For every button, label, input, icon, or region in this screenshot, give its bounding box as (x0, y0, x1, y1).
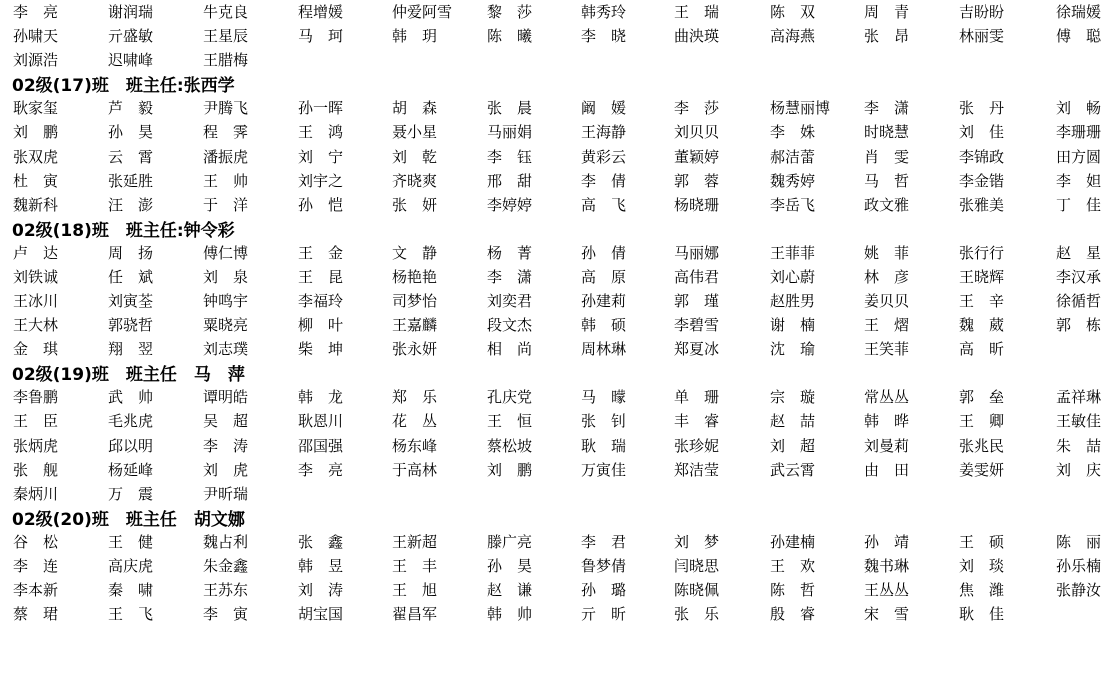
student-name: 王 臣 (13, 412, 59, 430)
student-name: 政文雅 (864, 196, 910, 214)
student-name: 刘 佳 (959, 123, 1005, 141)
student-name: 王 欢 (770, 557, 816, 575)
student-name: 韩秀玲 (581, 3, 627, 21)
student-name: 赵 谦 (487, 581, 533, 599)
student-name: 陈晓佩 (674, 581, 720, 599)
student-name: 李碧雪 (674, 316, 720, 334)
student-name: 李 寅 (203, 605, 249, 623)
student-name: 赵 星 (1056, 244, 1102, 262)
student-name: 孙 倩 (581, 244, 627, 262)
student-name: 刘 虎 (203, 461, 249, 479)
student-name: 王 帅 (203, 172, 249, 190)
name-row (13, 339, 1113, 359)
student-name: 程 霁 (203, 123, 249, 141)
student-name: 高 昕 (959, 340, 1005, 358)
student-name: 刘 鹏 (487, 461, 533, 479)
name-row (13, 122, 1113, 142)
student-name: 沈 瑜 (770, 340, 816, 358)
student-name: 吴 超 (203, 412, 249, 430)
student-name: 王星辰 (203, 27, 249, 45)
student-name: 高 飞 (581, 196, 627, 214)
student-name: 聂小星 (392, 123, 438, 141)
student-name: 王 辛 (959, 292, 1005, 310)
name-row (13, 147, 1113, 167)
student-name: 刘铁诚 (13, 268, 59, 286)
student-name: 花 丛 (392, 412, 438, 430)
student-name: 刘宇之 (298, 172, 344, 190)
student-name: 孙 恺 (298, 196, 344, 214)
name-row (13, 50, 1113, 70)
student-name: 杨晓珊 (674, 196, 720, 214)
student-name: 卢 达 (13, 244, 59, 262)
student-name: 王嘉麟 (392, 316, 438, 334)
student-name: 李 亮 (13, 3, 59, 21)
student-name: 丁 佳 (1056, 196, 1102, 214)
student-name: 李 君 (581, 533, 627, 551)
student-name: 李 潇 (487, 268, 533, 286)
student-name: 郝洁蕾 (770, 148, 816, 166)
student-name: 郑洁莹 (674, 461, 720, 479)
student-name: 柴 坤 (298, 340, 344, 358)
student-name: 高伟君 (674, 268, 720, 286)
student-name: 周林琳 (581, 340, 627, 358)
student-name: 李岳飞 (770, 196, 816, 214)
student-name: 刘 泉 (203, 268, 249, 286)
student-name: 林 彦 (864, 268, 910, 286)
student-name: 张双虎 (13, 148, 59, 166)
student-name: 傅 聪 (1056, 27, 1102, 45)
student-name: 王 恒 (487, 412, 533, 430)
student-name: 阚 媛 (581, 99, 627, 117)
student-name: 耿 佳 (959, 605, 1005, 623)
student-name: 刘心蔚 (770, 268, 816, 286)
student-name: 马 哲 (864, 172, 910, 190)
student-name: 魏秀婷 (770, 172, 816, 190)
student-name: 常丛丛 (864, 388, 910, 406)
student-name: 杨慧丽博 (770, 99, 831, 117)
student-name: 孙建楠 (770, 533, 816, 551)
student-name: 张 丹 (959, 99, 1005, 117)
student-name: 邢 甜 (487, 172, 533, 190)
student-name: 秦炳川 (13, 485, 59, 503)
student-name: 王 瑞 (674, 3, 720, 21)
student-name: 胡 森 (392, 99, 438, 117)
student-name: 郭 蓉 (674, 172, 720, 190)
student-name: 张延胜 (108, 172, 154, 190)
student-name: 程增媛 (298, 3, 344, 21)
student-name: 王笑菲 (864, 340, 910, 358)
name-row (13, 243, 1113, 263)
student-name: 李 倩 (581, 172, 627, 190)
name-row (13, 387, 1113, 407)
student-name: 林丽雯 (959, 27, 1005, 45)
student-name: 刘 宁 (298, 148, 344, 166)
student-name: 宗 璇 (770, 388, 816, 406)
student-name: 陈 曦 (487, 27, 533, 45)
student-name: 王 健 (108, 533, 154, 551)
student-name: 傅仁博 (203, 244, 249, 262)
student-name: 郑 乐 (392, 388, 438, 406)
student-name: 刘贝贝 (674, 123, 720, 141)
student-name: 刘 琰 (959, 557, 1005, 575)
student-name: 王大林 (13, 316, 59, 334)
student-name: 杨延峰 (108, 461, 154, 479)
student-name: 司梦怡 (392, 292, 438, 310)
student-name: 牛克良 (203, 3, 249, 21)
student-name: 张 昂 (864, 27, 910, 45)
student-name: 孔庆党 (487, 388, 533, 406)
student-name: 王 飞 (108, 605, 154, 623)
student-name: 王 鸿 (298, 123, 344, 141)
student-name: 赵胜男 (770, 292, 816, 310)
student-name: 孟祥琳 (1056, 388, 1102, 406)
student-name: 刘寅荃 (108, 292, 154, 310)
student-name: 李 晓 (581, 27, 627, 45)
student-name: 蔡松坡 (487, 437, 533, 455)
student-name: 王丛丛 (864, 581, 910, 599)
name-row (13, 2, 1113, 22)
student-name: 张行行 (959, 244, 1005, 262)
student-name: 尹腾飞 (203, 99, 249, 117)
student-name: 柳 叶 (298, 316, 344, 334)
student-name: 黄彩云 (581, 148, 627, 166)
student-name: 王菲菲 (770, 244, 816, 262)
student-name: 由 田 (864, 461, 910, 479)
student-name: 齐晓爽 (392, 172, 438, 190)
student-name: 殷 睿 (770, 605, 816, 623)
student-name: 姚 菲 (864, 244, 910, 262)
name-row (13, 604, 1113, 624)
student-name: 段文杰 (487, 316, 533, 334)
student-name: 姜贝贝 (864, 292, 910, 310)
student-name: 张静汝 (1056, 581, 1102, 599)
student-name: 李 涛 (203, 437, 249, 455)
student-name: 武 帅 (108, 388, 154, 406)
student-name: 王 卿 (959, 412, 1005, 430)
student-name: 孙啸天 (13, 27, 59, 45)
student-name: 李福玲 (298, 292, 344, 310)
student-name: 马丽娟 (487, 123, 533, 141)
student-name: 朱金鑫 (203, 557, 249, 575)
student-name: 宋 雪 (864, 605, 910, 623)
student-name: 王冰川 (13, 292, 59, 310)
student-name: 高海燕 (770, 27, 816, 45)
student-name: 王晓辉 (959, 268, 1005, 286)
student-name: 刘 乾 (392, 148, 438, 166)
student-name: 任 斌 (108, 268, 154, 286)
student-name: 郭骁哲 (108, 316, 154, 334)
student-name: 张 妍 (392, 196, 438, 214)
student-name: 邵国强 (298, 437, 344, 455)
student-name: 刘 鹏 (13, 123, 59, 141)
student-name: 汪 澎 (108, 196, 154, 214)
student-name: 韩 帅 (487, 605, 533, 623)
student-name: 王 硕 (959, 533, 1005, 551)
student-name: 秦 啸 (108, 581, 154, 599)
student-name: 孙一晖 (298, 99, 344, 117)
student-name: 亓盛敏 (108, 27, 154, 45)
student-name: 杨东峰 (392, 437, 438, 455)
student-name: 杨艳艳 (392, 268, 438, 286)
student-name: 郭 垒 (959, 388, 1005, 406)
student-name: 张 鑫 (298, 533, 344, 551)
student-name: 翟昌军 (392, 605, 438, 623)
student-name: 杜 寅 (13, 172, 59, 190)
student-name: 吉盼盼 (959, 3, 1005, 21)
student-name: 郑夏冰 (674, 340, 720, 358)
student-name: 蔡 珺 (13, 605, 59, 623)
student-name: 魏 葳 (959, 316, 1005, 334)
student-name: 李金锴 (959, 172, 1005, 190)
student-name: 张 晨 (487, 99, 533, 117)
student-name: 潘振虎 (203, 148, 249, 166)
student-name: 李 连 (13, 557, 59, 575)
student-name: 王 金 (298, 244, 344, 262)
student-name: 韩 昱 (298, 557, 344, 575)
student-name: 耿家玺 (13, 99, 59, 117)
student-name: 翔 翌 (108, 340, 154, 358)
student-name: 魏占利 (203, 533, 249, 551)
student-name: 刘奕君 (487, 292, 533, 310)
student-name: 董颖婷 (674, 148, 720, 166)
student-name: 郭 栋 (1056, 316, 1102, 334)
student-name: 耿 瑞 (581, 437, 627, 455)
name-row (13, 195, 1113, 215)
name-row (13, 26, 1113, 46)
student-name: 王敏佳 (1056, 412, 1102, 430)
student-name: 粟晓亮 (203, 316, 249, 334)
class-heading: 02级(19)班 班主任 马 萍 (12, 365, 245, 386)
student-name: 韩 玥 (392, 27, 438, 45)
name-row (13, 315, 1113, 335)
student-name: 黎 莎 (487, 3, 533, 21)
student-name: 焦 潍 (959, 581, 1005, 599)
student-name: 李锦政 (959, 148, 1005, 166)
name-row (13, 171, 1113, 191)
student-name: 赵 喆 (770, 412, 816, 430)
student-name: 时晓慧 (864, 123, 910, 141)
student-name: 李 钰 (487, 148, 533, 166)
student-name: 谢 楠 (770, 316, 816, 334)
student-name: 迟啸峰 (108, 51, 154, 69)
student-name: 王苏东 (203, 581, 249, 599)
student-name: 张 舰 (13, 461, 59, 479)
student-name: 周 扬 (108, 244, 154, 262)
student-name: 于高林 (392, 461, 438, 479)
student-name: 刘 超 (770, 437, 816, 455)
student-name: 王腊梅 (203, 51, 249, 69)
student-name: 孙建莉 (581, 292, 627, 310)
student-name: 王海静 (581, 123, 627, 141)
class-heading: 02级(20)班 班主任 胡文娜 (12, 509, 245, 530)
student-name: 杨 菁 (487, 244, 533, 262)
name-row (13, 460, 1113, 480)
student-name: 刘 庆 (1056, 461, 1102, 479)
name-row (13, 291, 1113, 311)
name-row (13, 556, 1113, 576)
student-name: 韩 龙 (298, 388, 344, 406)
student-name: 相 尚 (487, 340, 533, 358)
student-name: 李 妲 (1056, 172, 1102, 190)
student-name: 王 熠 (864, 316, 910, 334)
student-name: 刘志璞 (203, 340, 249, 358)
student-name: 李汉承 (1056, 268, 1102, 286)
student-name: 云 霄 (108, 148, 154, 166)
student-name: 闫晓思 (674, 557, 720, 575)
student-name: 曲泱瑛 (674, 27, 720, 45)
student-name: 张珍妮 (674, 437, 720, 455)
class-heading: 02级(17)班 班主任:张西学 (12, 76, 235, 97)
student-name: 李 潇 (864, 99, 910, 117)
student-name: 周 青 (864, 3, 910, 21)
student-name: 李 姝 (770, 123, 816, 141)
student-name: 孙 璐 (581, 581, 627, 599)
student-name: 张炳虎 (13, 437, 59, 455)
student-name: 孙 靖 (864, 533, 910, 551)
student-name: 胡宝国 (298, 605, 344, 623)
student-name: 张雅美 (959, 196, 1005, 214)
student-name: 陈 丽 (1056, 533, 1102, 551)
student-name: 孙 昊 (108, 123, 154, 141)
name-row (13, 532, 1113, 552)
student-name: 谭明皓 (203, 388, 249, 406)
student-name: 万寅佳 (581, 461, 627, 479)
student-name: 陈 双 (770, 3, 816, 21)
class-heading: 02级(18)班 班主任:钟令彩 (12, 220, 235, 241)
student-name: 张 乐 (674, 605, 720, 623)
student-name: 王 丰 (392, 557, 438, 575)
student-name: 丰 睿 (674, 412, 720, 430)
student-name: 谢润瑞 (108, 3, 154, 21)
student-name: 文 静 (392, 244, 438, 262)
student-name: 王新超 (392, 533, 438, 551)
student-name: 金 琪 (13, 340, 59, 358)
student-name: 尹昕瑞 (203, 485, 249, 503)
student-name: 姜雯妍 (959, 461, 1005, 479)
name-row (13, 484, 1113, 504)
name-row (13, 580, 1113, 600)
student-name: 刘 梦 (674, 533, 720, 551)
name-row (13, 411, 1113, 431)
student-name: 马丽娜 (674, 244, 720, 262)
student-name: 李鲁鹏 (13, 388, 59, 406)
student-name: 张永妍 (392, 340, 438, 358)
student-name: 邱以明 (108, 437, 154, 455)
student-name: 韩 硕 (581, 316, 627, 334)
student-name: 魏新科 (13, 196, 59, 214)
student-name: 万 震 (108, 485, 154, 503)
student-name: 亓 昕 (581, 605, 627, 623)
student-name: 耿恩川 (298, 412, 344, 430)
student-name: 高庆虎 (108, 557, 154, 575)
student-name: 孙 昊 (487, 557, 533, 575)
student-name: 刘曼莉 (864, 437, 910, 455)
student-name: 谷 松 (13, 533, 59, 551)
student-name: 李 亮 (298, 461, 344, 479)
student-name: 李 莎 (674, 99, 720, 117)
student-name: 于 洋 (203, 196, 249, 214)
student-name: 马 珂 (298, 27, 344, 45)
student-name: 鲁梦倩 (581, 557, 627, 575)
student-name: 刘源浩 (13, 51, 59, 69)
student-name: 张兆民 (959, 437, 1005, 455)
student-name: 朱 喆 (1056, 437, 1102, 455)
student-name: 马 曚 (581, 388, 627, 406)
student-name: 张 钊 (581, 412, 627, 430)
student-name: 王 昆 (298, 268, 344, 286)
student-name: 李珊珊 (1056, 123, 1102, 141)
student-name: 刘 畅 (1056, 99, 1102, 117)
student-name: 陈 哲 (770, 581, 816, 599)
student-name: 武云霄 (770, 461, 816, 479)
student-name: 韩 晔 (864, 412, 910, 430)
student-name: 芦 毅 (108, 99, 154, 117)
student-name: 郭 瑾 (674, 292, 720, 310)
student-name: 李婷婷 (487, 196, 533, 214)
name-row (13, 436, 1113, 456)
student-name: 孙乐楠 (1056, 557, 1102, 575)
student-name: 刘 涛 (298, 581, 344, 599)
student-name: 徐瑞媛 (1056, 3, 1102, 21)
student-name: 仲爱阿雪 (392, 3, 453, 21)
student-name: 徐循哲 (1056, 292, 1102, 310)
student-name: 单 珊 (674, 388, 720, 406)
student-name: 毛兆虎 (108, 412, 154, 430)
student-name: 滕广亮 (487, 533, 533, 551)
student-name: 肖 雯 (864, 148, 910, 166)
student-name: 田方圆 (1056, 148, 1102, 166)
name-row (13, 267, 1113, 287)
name-row (13, 98, 1113, 118)
student-name: 钟鸣宇 (203, 292, 249, 310)
student-name: 高 原 (581, 268, 627, 286)
student-name: 魏书琳 (864, 557, 910, 575)
student-name: 王 旭 (392, 581, 438, 599)
student-name: 李本新 (13, 581, 59, 599)
